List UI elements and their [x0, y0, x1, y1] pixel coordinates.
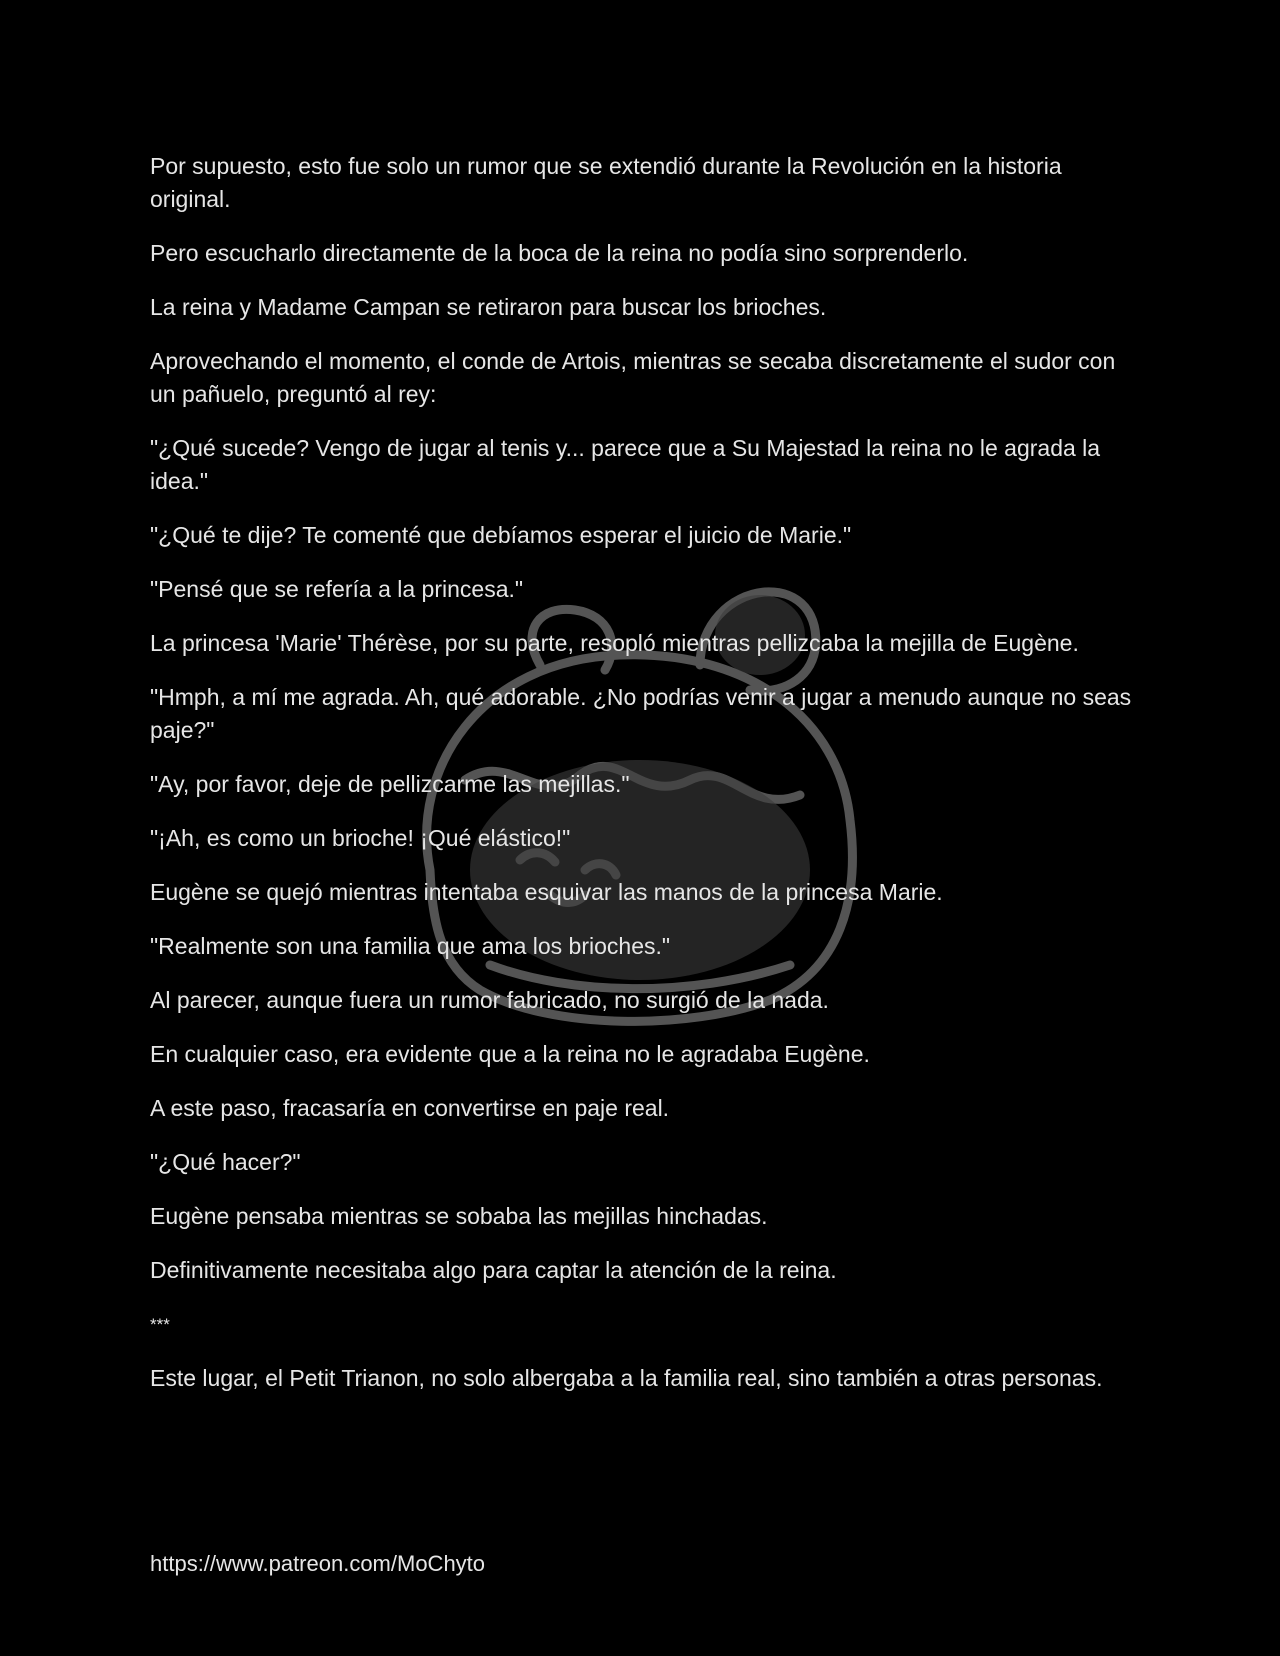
paragraph: Eugène pensaba mientras se sobaba las mejillas hinchadas. [150, 1203, 768, 1229]
paragraph: A este paso, fracasaría en convertirse en paje real. [150, 1095, 670, 1121]
paragraph: Eugène se quejó mientras intentaba esquivar las manos de la princesa Marie. [150, 879, 943, 905]
paragraph: Definitivamente necesitaba algo para captar la atención de la reina. [150, 1257, 837, 1283]
paragraph: "¡Ah, es como un brioche! ¡Qué elástico!" [150, 825, 571, 851]
section-separator: *** [150, 1315, 170, 1334]
closing-paragraph: Este lugar, el Petit Trianon, no solo albergaba a la familia real, sino también a otras personas. [150, 1365, 1103, 1391]
paragraph: "Realmente son una familia que ama los brioches." [150, 933, 671, 959]
document-body [150, 150, 1140, 1416]
patreon-link[interactable]: https://www.patreon.com/MoChyto [150, 1551, 486, 1576]
paragraph: "¿Qué hacer?" [150, 1149, 301, 1175]
paragraph: "¿Qué te dije? Te comenté que debíamos esperar el juicio de Marie." [150, 522, 852, 548]
paragraph: "Ay, por favor, deje de pellizcarme las mejillas." [150, 771, 630, 797]
paragraph: En cualquier caso, era evidente que a la reina no le agradaba Eugène. [150, 1041, 870, 1067]
paragraph: Pero escucharlo directamente de la boca de la reina no podía sino sorprenderlo. [150, 240, 969, 266]
paragraph: Aprovechando el momento, el conde de Artois, mientras se secaba discretamente el sudor con un pañuelo, preguntó al rey: [150, 348, 1116, 407]
paragraph: "Pensé que se refería a la princesa." [150, 576, 524, 602]
paragraph: Por supuesto, esto fue solo un rumor que se extendió durante la Revolución en la historia original. [150, 153, 1062, 212]
paragraph: "Hmph, a mí me agrada. Ah, qué adorable. ¿No podrías venir a jugar a menudo aunque no seas paje?" [150, 684, 1132, 743]
paragraph: "¿Qué sucede? Vengo de jugar al tenis y... parece que a Su Majestad la reina no le agrada la idea." [150, 435, 1101, 494]
paragraph: La princesa 'Marie' Thérèse, por su parte, resopló mientras pellizcaba la mejilla de Eugène. [150, 630, 1079, 656]
paragraph: Al parecer, aunque fuera un rumor fabricado, no surgió de la nada. [150, 987, 829, 1013]
paragraph: La reina y Madame Campan se retiraron para buscar los brioches. [150, 294, 827, 320]
